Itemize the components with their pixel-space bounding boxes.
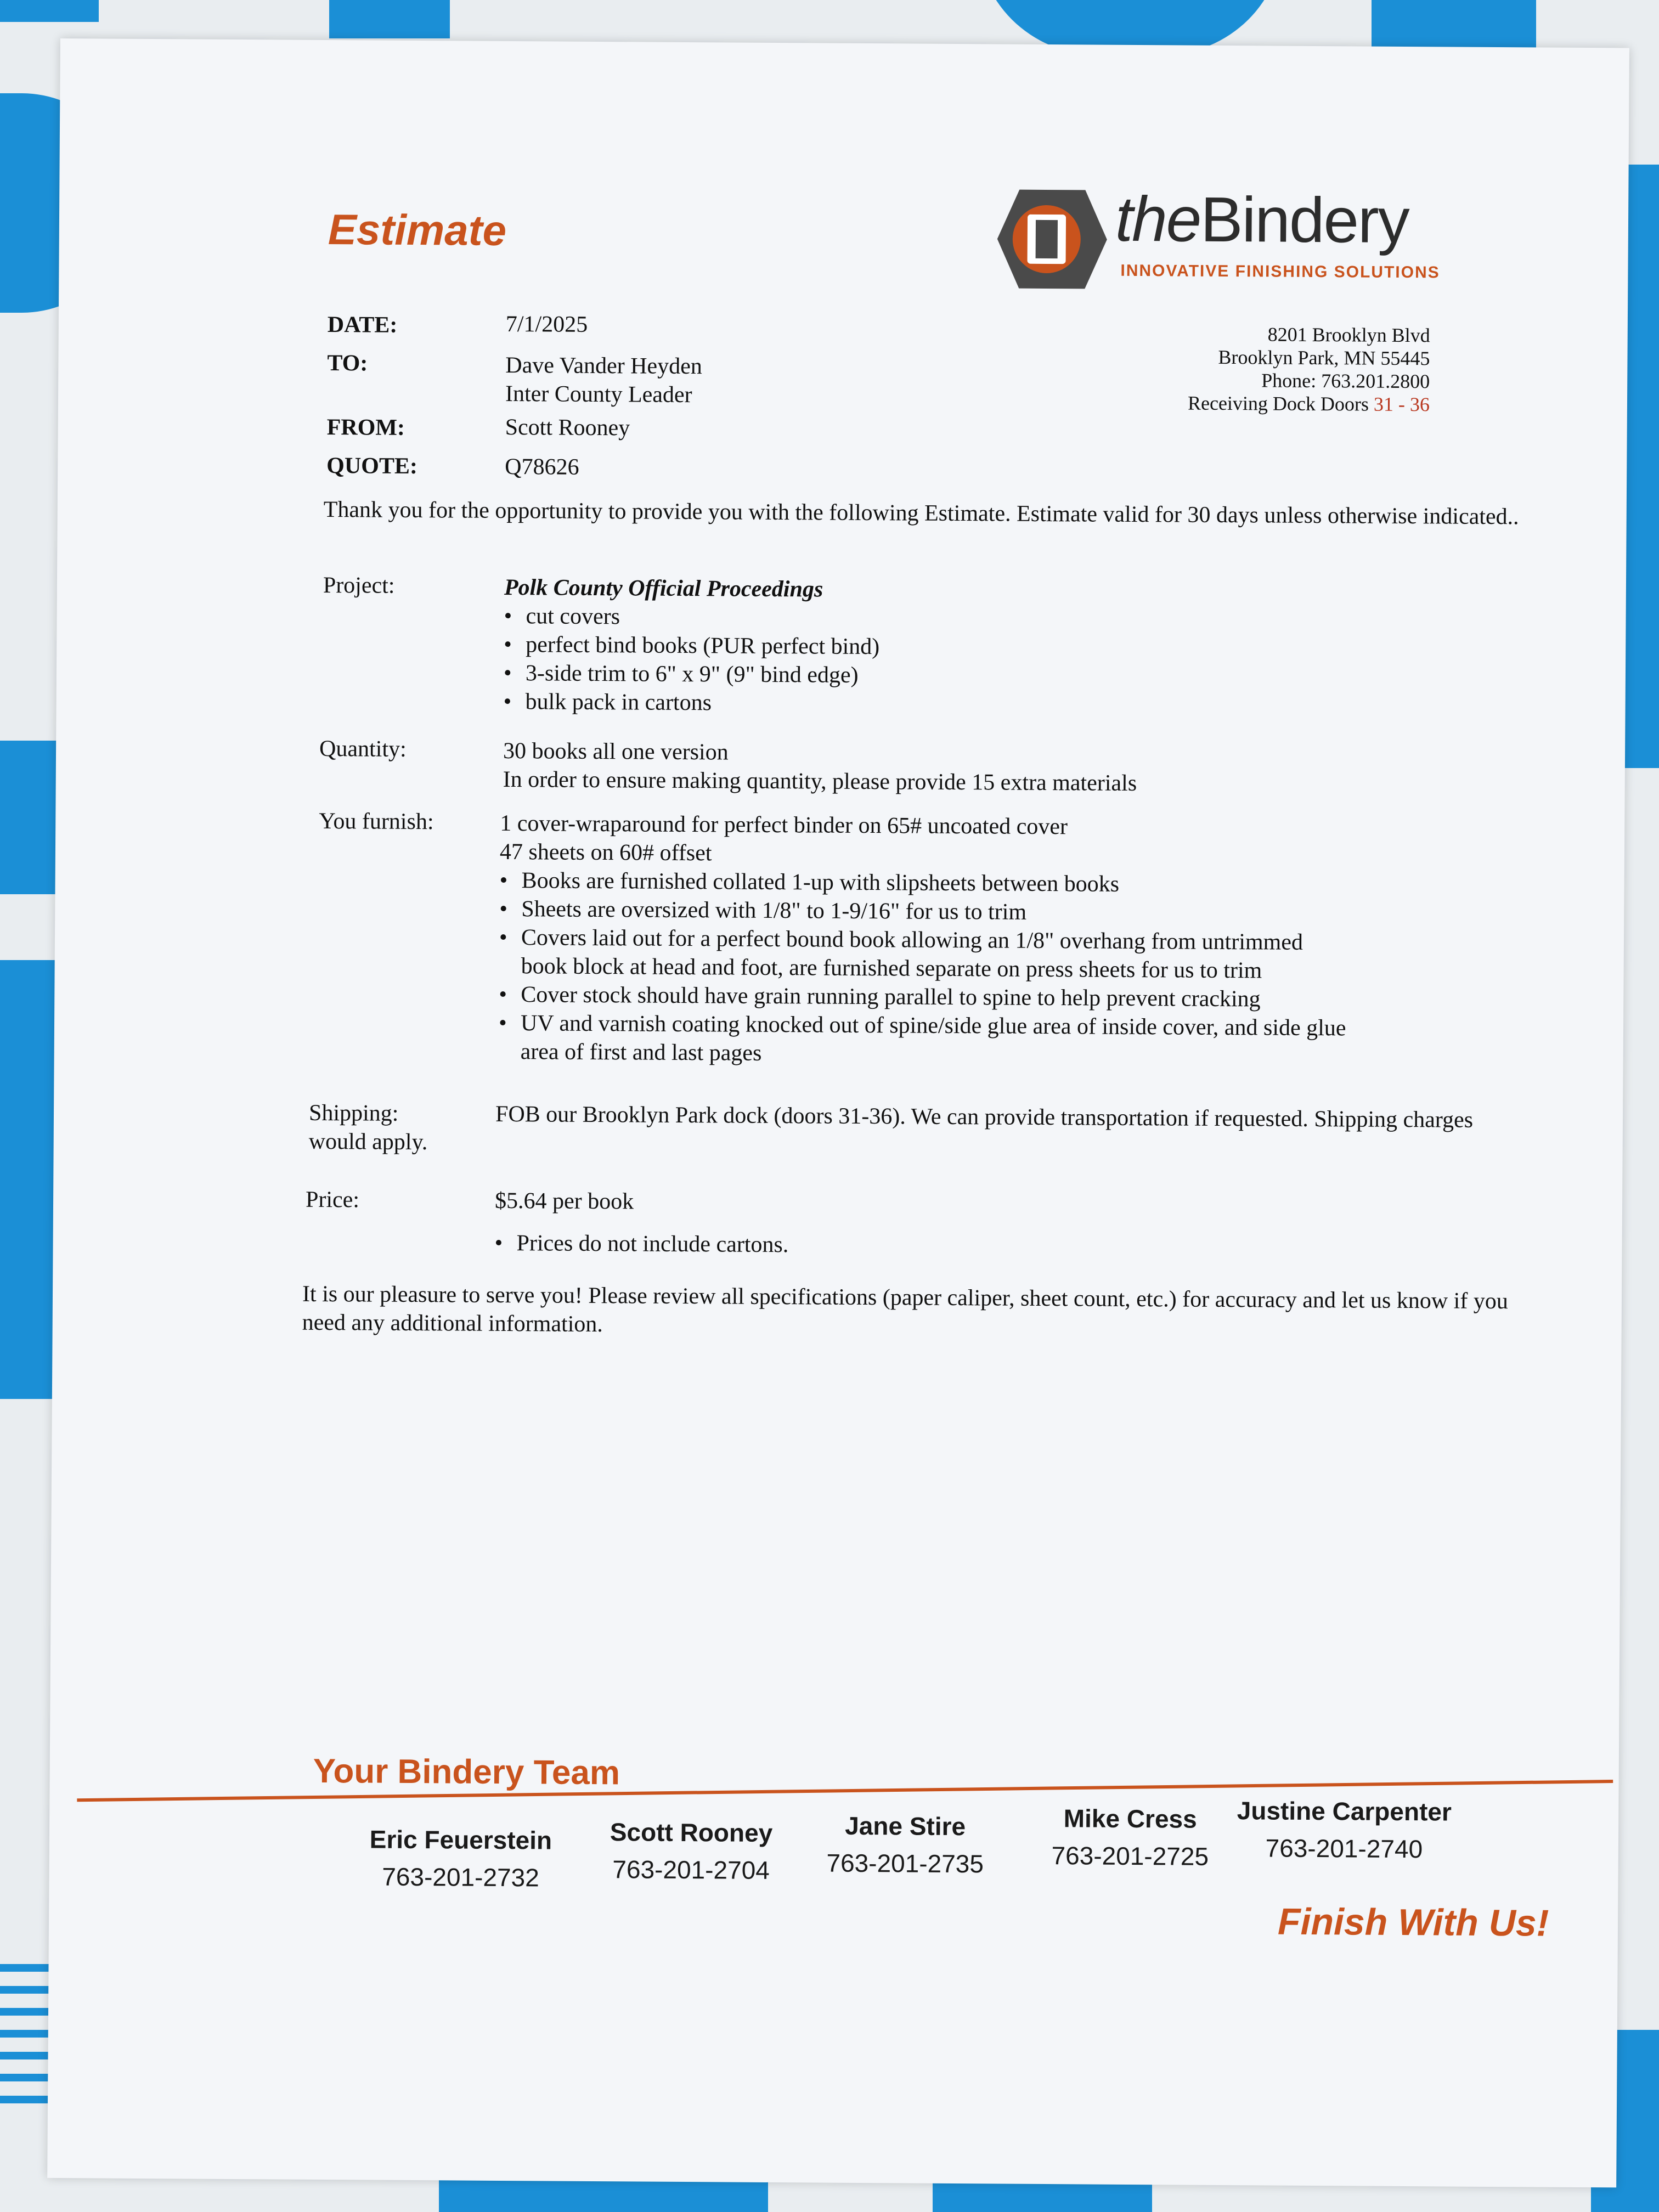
list-item: • perfect bind books (PUR perfect bind) [504,630,1546,665]
company-address [1188,323,1430,416]
list-item: • UV and varnish coating knocked out of spine/side glue area of inside cover, and side glue area of first and last pages [499,1009,1350,1071]
team-member [1234,1796,1454,1864]
furnish-sheets: 47 sheets on 60# offset [499,839,712,866]
team-member [1042,1803,1218,1871]
address-dock: Receiving Dock Doors 31 - 36 [1187,392,1430,416]
to-name: Dave Vander Heyden [505,352,702,380]
quote-number: Q78626 [505,454,579,480]
furnish-cover: 1 cover-wraparound for perfect binder on 65# uncoated cover [500,810,1068,840]
quantity-section [503,737,1546,800]
member-phone: 763-201-2725 [1051,1841,1209,1871]
member-name: Justine Carpenter [1237,1796,1452,1826]
quantity-label: Quantity: [319,736,407,762]
team-member [356,1824,565,1892]
to-value [505,351,702,409]
to-label: TO: [327,350,368,376]
project-list [503,602,1546,723]
member-phone: 763-201-2735 [826,1848,984,1878]
list-item: • 3-side trim to 6" x 9" (9" bind edge) [504,659,1546,694]
list-item: • cut covers [504,602,1546,637]
list-item: • Prices do not include cartons. [494,1229,788,1259]
logo-wordmark: theBindery [1115,183,1409,257]
member-phone: 763-201-2732 [382,1862,539,1892]
quantity-note: In order to ensure making quantity, please provide 15 extra materials [503,766,1137,797]
list-item: • Books are furnished collated 1-up with slipsheets between books [499,866,1350,900]
quote-label: QUOTE: [326,453,418,479]
project-section [503,573,1547,723]
from-label: FROM: [326,414,405,441]
member-name: Jane Stire [845,1811,966,1841]
price-label: Price: [305,1187,360,1213]
team-member [597,1817,785,1885]
team-member [817,1810,994,1878]
list-item: • Cover stock should have grain running parallel to spine to help prevent cracking [499,980,1349,1014]
list-item: • Sheets are oversized with 1/8" to 1-9/16" for us to trim [499,895,1350,928]
date-label: DATE: [327,312,398,338]
address-phone: Phone: 763.201.2800 [1261,369,1430,393]
to-company: Inter County Leader [505,381,692,408]
intro-paragraph: Thank you for the opportunity to provide you with the following Estimate. Estimate valid for 30 days unless otherwise indicated.. [323,496,1519,530]
price-notes [494,1229,788,1259]
price-value: $5.64 per book [494,1188,634,1215]
address-city: Brooklyn Park, MN 55445 [1218,346,1430,370]
date-value: 7/1/2025 [505,311,588,337]
list-item: • Covers laid out for a perfect bound book allowing an 1/8" overhang from untrimmed book block at head and foot, are furnished separate on press sheets for us to trim [499,923,1350,985]
shipping-text: FOB our Brooklyn Park dock (doors 31-36). We can provide transportation if requested. Shipping charges [495,1101,1474,1133]
furnish-label: You furnish: [319,808,434,835]
document-title: Estimate [328,205,507,255]
member-name: Eric Feuerstein [369,1825,552,1855]
estimate-sheet [47,38,1629,2187]
team-title: Your Bindery Team [313,1752,620,1792]
address-street: 8201 Brooklyn Blvd [1267,323,1430,347]
member-name: Scott Rooney [610,1818,773,1847]
member-name: Mike Cress [1063,1804,1197,1833]
from-value: Scott Rooney [505,414,630,441]
slogan: Finish With Us! [1277,1900,1549,1944]
furnish-list [499,866,1350,1071]
closing-paragraph: It is our pleasure to serve you! Please review all specifications (paper caliper, sheet count, etc.) for accuracy and let us know if you need any additional information. [302,1281,1508,1338]
shipping-label: Shipping: would apply. [308,1100,428,1155]
list-item: • bulk pack in cartons [503,687,1545,723]
member-phone: 763-201-2704 [612,1855,770,1884]
furnish-section [499,809,1351,1071]
quantity-line: 30 books all one version [503,738,729,765]
member-phone: 763-201-2740 [1265,1833,1423,1864]
logo-tagline: INNOVATIVE FINISHING SOLUTIONS [1120,261,1440,282]
project-name: Polk County Official Proceedings [504,574,823,602]
project-label: Project: [323,572,395,599]
